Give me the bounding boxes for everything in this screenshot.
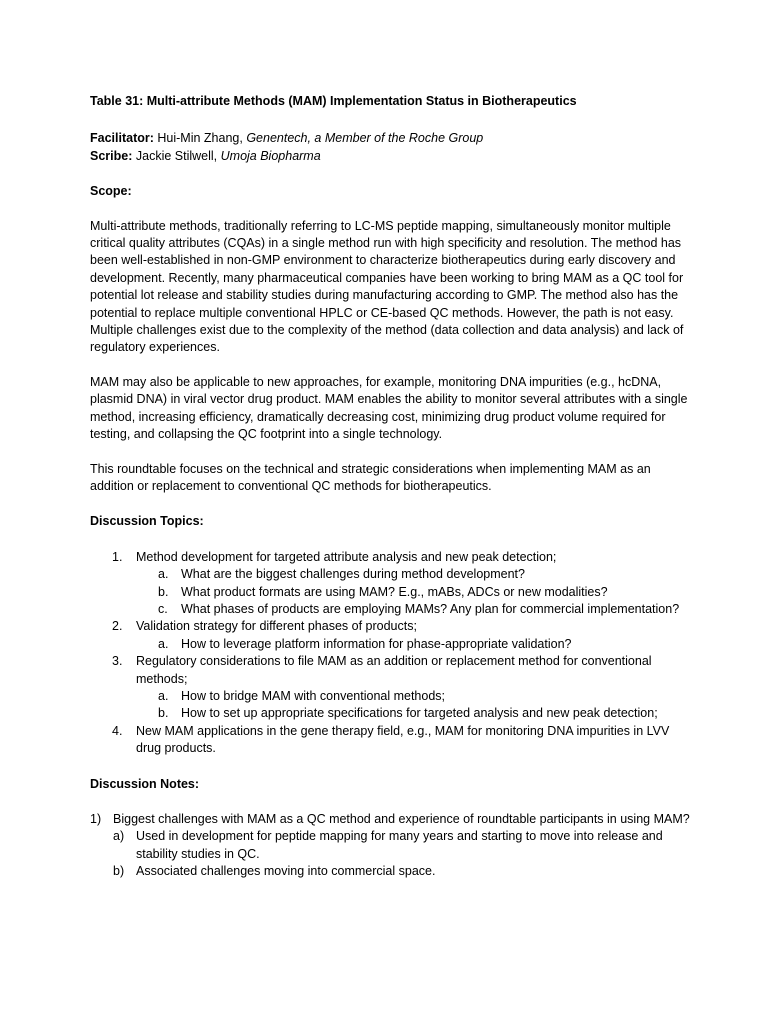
note-text: Biggest challenges with MAM as a QC method and experience of roundtable participants in using MAM? — [113, 812, 690, 826]
scribe-org: Umoja Biopharma — [220, 148, 321, 163]
topics-list — [90, 549, 690, 758]
document-title: Table 31: Multi-attribute Methods (MAM) Implementation Status in Biotherapeutics — [90, 94, 577, 108]
notes-heading: Discussion Notes: — [90, 776, 200, 791]
subtopic-item — [136, 636, 690, 653]
note-item — [90, 811, 690, 881]
subnote-text: Used in development for peptide mapping for many years and starting to move into release and stability studies in QC. — [136, 829, 663, 861]
topics-heading: Discussion Topics: — [90, 514, 204, 529]
subtopic-item — [136, 688, 690, 705]
subtopic-letter: a. — [158, 688, 169, 703]
subnote-letter: a) — [113, 829, 125, 844]
subtopic-item — [136, 584, 690, 601]
scribe-line — [90, 148, 690, 165]
topic-number: 3. — [112, 654, 123, 669]
topic-text: Method development for targeted attribute analysis and new peak detection; — [136, 549, 557, 564]
scribe-label: Scribe: — [90, 148, 133, 163]
subnote-item — [113, 828, 690, 863]
notes-list — [90, 811, 690, 881]
topic-number: 2. — [112, 619, 123, 634]
topic-text: Regulatory considerations to file MAM as an addition or replacement method for conventional methods; — [136, 654, 652, 686]
subtopic-text: What are the biggest challenges during method development? — [181, 567, 525, 582]
scope-paragraph: MAM may also be applicable to new approaches, for example, monitoring DNA impurities (e.g., hcDNA, plasmid DNA) in viral vector drug product. MAM enables the ability to monitor several attributes with a single method, increasing efficiency, dramatically decreasing cost, minimizing drug product volume required for testing, and collapsing the QC footprint into a single technology. — [90, 374, 688, 442]
subtopic-letter: a. — [158, 567, 169, 582]
facilitator-label: Facilitator: — [90, 131, 154, 146]
subnote-item — [113, 863, 690, 880]
subtopic-list — [136, 566, 690, 618]
subtopic-text: How to bridge MAM with conventional methods; — [181, 688, 446, 703]
roundtable-credits — [90, 130, 690, 165]
scope-paragraph: This roundtable focuses on the technical and strategic considerations when implementing MAM as an addition or replacement to conventional QC methods for biotherapeutics. — [90, 461, 651, 493]
subtopic-letter: b. — [158, 706, 169, 721]
topic-text: Validation strategy for different phases of products; — [136, 619, 417, 634]
subtopic-letter: a. — [158, 636, 169, 651]
scope-paragraph: Multi-attribute methods, traditionally referring to LC-MS peptide mapping, simultaneously monitor multiple critical quality attributes (CQAs) in a single method run with high specificity and resolution. The method has been well-established in non-GMP environment to characterize biotherapeutics during early discovery and development. Recently, many pharmaceutical companies have been working to bring MAM as a QC tool for potential lot release and stability studies during manufacturing according to GMP. The method also has the potential to replace multiple conventional HPLC or CE-based QC methods. However, the path is not easy. Multiple challenges exist due to the complexity of the method (data collection and data analysis) and lack of regulatory experiences. — [90, 218, 684, 355]
scribe-name: Jackie Stilwell, — [132, 148, 221, 163]
topic-item — [90, 618, 690, 653]
facilitator-line — [90, 130, 690, 147]
topic-text: New MAM applications in the gene therapy field, e.g., MAM for monitoring DNA impurities in LVV drug products. — [136, 723, 670, 756]
subtopic-item — [136, 705, 690, 722]
subtopic-letter: c. — [158, 601, 168, 616]
subnote-list — [113, 828, 690, 880]
topic-item — [90, 723, 690, 758]
subtopic-item — [136, 601, 690, 618]
subtopic-text: What phases of products are employing MAMs? Any plan for commercial implementation? — [181, 601, 680, 616]
topic-item — [90, 549, 690, 619]
topic-number: 1. — [112, 549, 123, 564]
subnote-text: Associated challenges moving into commercial space. — [136, 864, 436, 879]
subtopic-letter: b. — [158, 584, 169, 599]
subnote-letter: b) — [113, 864, 125, 879]
scope-heading: Scope: — [90, 184, 132, 199]
topic-number: 4. — [112, 723, 123, 738]
facilitator-org: Genentech, a Member of the Roche Group — [246, 131, 484, 146]
subtopic-text: What product formats are using MAM? E.g., mABs, ADCs or new modalities? — [181, 584, 608, 599]
subtopic-list — [136, 688, 690, 723]
note-number: 1) — [90, 812, 102, 826]
subtopic-text: How to set up appropriate specifications for targeted analysis and new peak detection; — [181, 706, 658, 721]
subtopic-text: How to leverage platform information for phase-appropriate validation? — [181, 636, 572, 651]
document-page — [90, 93, 690, 881]
topic-item — [90, 653, 690, 723]
subtopic-list — [136, 636, 690, 653]
facilitator-name: Hui-Min Zhang, — [153, 131, 247, 146]
subtopic-item — [136, 566, 690, 583]
